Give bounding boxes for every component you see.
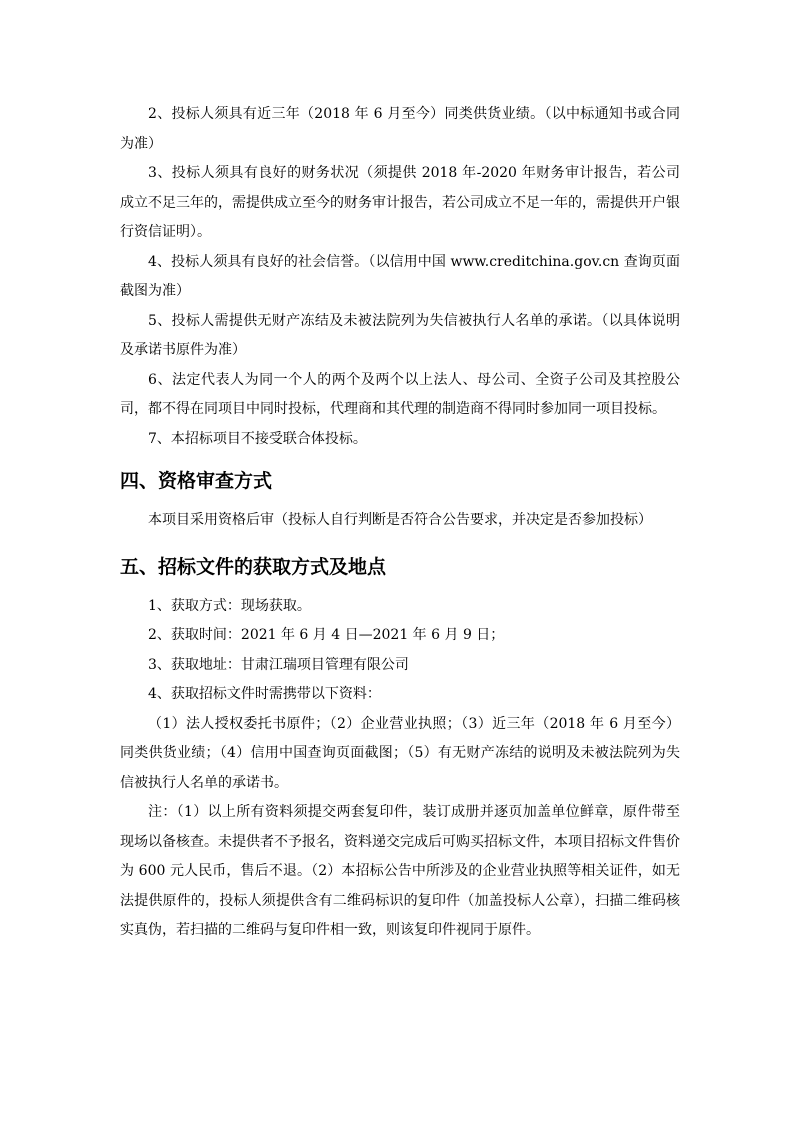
acquisition-method: 1、获取方式：现场获取。 — [148, 597, 311, 614]
section-4-body: 本项目采用资格后审（投标人自行判断是否符合公告要求，并决定是否参加投标） — [148, 512, 652, 528]
requirement-3: 3、投标人须具有良好的财务状况（须提供 2018 年-2020 年财务审计报告，若公司成立不足三年的，需提供成立至今的财务审计报告，若公司成立不足一年的，需提供开户银行资信证明）。 — [120, 165, 680, 240]
section-4-heading: 四、资格审查方式 — [120, 470, 273, 492]
acquisition-time: 2、获取时间：2021 年 6 月 4 日—2021 年 6 月 9 日； — [148, 627, 505, 643]
required-materials-list: （1）法人授权委托书原件；（2）企业营业执照；（3）近三年（2018 年 6 月至今）同类供货业绩；（4）信用中国查询页面截图；（5）有无财产冻结的说明及未被法院列为失信被执行人名单的承诺书。 — [120, 715, 680, 791]
requirement-6: 6、法定代表人为同一个人的两个及两个以上法人、母公司、全资子公司及其控股公司，都不得在同项目中同时投标，代理商和其代理的制造商不得同时参加同一项目投标。 — [120, 371, 680, 417]
requirement-4: 4、投标人须具有良好的社会信誉。（以信用中国 www.creditchina.gov.cn 查询页面截图为准） — [120, 253, 680, 299]
requirement-5: 5、投标人需提供无财产冻结及未被法院列为失信被执行人名单的承诺。（以具体说明及承诺书原件为准） — [120, 312, 680, 358]
section-5-heading: 五、招标文件的获取方式及地点 — [120, 555, 387, 578]
document-page — [120, 100, 680, 946]
acquisition-address: 3、获取地址：甘肃江瑞项目管理有限公司 — [148, 656, 409, 673]
required-materials-intro: 4、获取招标文件时需携带以下资料： — [148, 686, 381, 702]
notes-paragraph: 注：（1）以上所有资料须提交两套复印件，装订成册并逐页加盖单位鲜章，原件带至现场以备核查。未提供者不予报名，资料递交完成后可购买招标文件，本项目招标文件售价为 600 元人民币，售后不退。（2）本招标公告中所涉及的企业营业执照等相关证件，如无法提供原件的，投标人须提供含有二维码标识的复印件（加盖投标人公章），扫描二维码核实真伪，若扫描的二维码与复印件相一致，则该复印件视同于原件。 — [120, 804, 680, 938]
requirement-2: 2、投标人须具有近三年（2018 年 6 月至今）同类供货业绩。（以中标通知书或合同为准） — [120, 106, 680, 152]
requirement-7: 7、本招标项目不接受联合体投标。 — [148, 430, 367, 447]
